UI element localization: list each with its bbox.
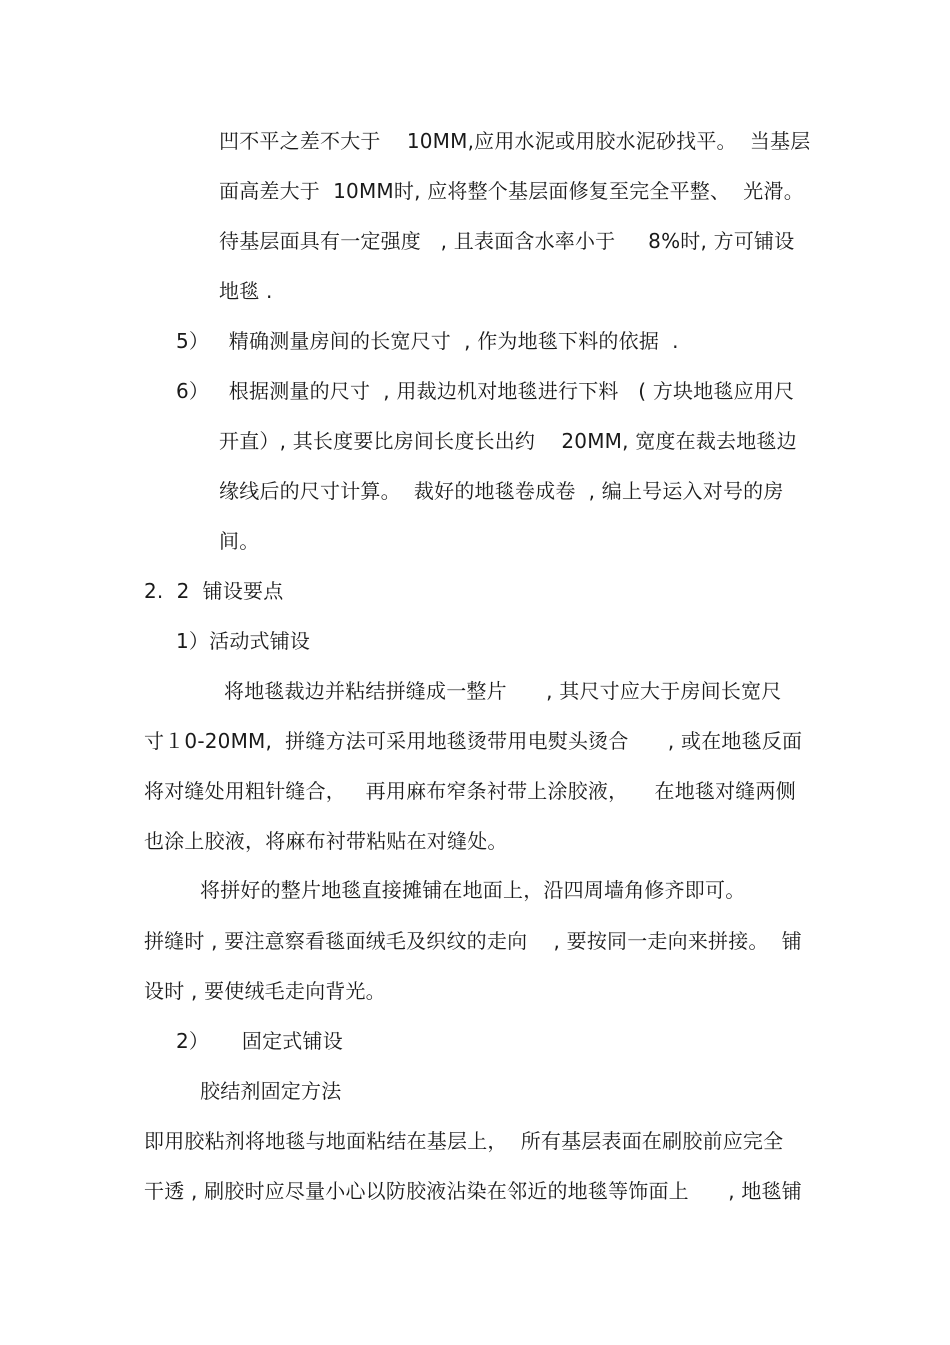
paragraph-line: 将拼好的整片地毯直接摊铺在地面上，沿四周墙角修齐即可。	[200, 878, 746, 902]
list-item-6: 6） 根据测量的尺寸 , 用裁边机对地毯进行下料 ( 方块地毯应用尺	[176, 379, 795, 403]
text-line: 面高差大于 10MM时, 应将整个基层面修复至完全平整、 光滑。	[219, 179, 804, 203]
text-line: 间。	[219, 529, 260, 553]
subsection-heading: 2） 固定式铺设	[176, 1029, 343, 1053]
text-line: 待基层面具有一定强度 , 且表面含水率小于 8%时, 方可铺设	[219, 229, 795, 253]
paragraph-line: 寸１0-20MM, 拼缝方法可采用地毯烫带用电熨头烫合 , 或在地毯反面	[144, 729, 803, 753]
text-line: 开直）, 其长度要比房间长度长出约 20MM, 宽度在裁去地毯边	[219, 429, 797, 453]
list-item-5: 5） 精确测量房间的长宽尺寸 , 作为地毯下料的依据 .	[176, 329, 679, 353]
paragraph-line: 将地毯裁边并粘结拼缝成一整片 , 其尺寸应大于房间长宽尺	[224, 679, 782, 703]
paragraph-line: 将对缝处用粗针缝合， 再用麻布窄条衬带上涂胶液， 在地毯对缝两侧	[144, 779, 796, 803]
text-line: 地毯 .	[219, 279, 273, 303]
method-heading: 胶结剂固定方法	[200, 1079, 342, 1103]
paragraph-line: 拼缝时 , 要注意察看毯面绒毛及织纹的走向 , 要按同一走向来拼接。 铺	[144, 929, 802, 953]
paragraph-line: 即用胶粘剂将地毯与地面粘结在基层上， 所有基层表面在刷胶前应完全	[144, 1129, 784, 1153]
text-line: 缘线后的尺寸计算。 裁好的地毯卷成卷 , 编上号运入对号的房	[219, 479, 784, 503]
text-line: 凹不平之差不大于 10MM,应用水泥或用胶水泥砂找平。 当基层	[219, 129, 811, 153]
paragraph-line: 设时 , 要使绒毛走向背光。	[144, 979, 386, 1003]
subsection-heading: 1）活动式铺设	[176, 629, 311, 653]
paragraph-line: 干透 , 刷胶时应尽量小心以防胶液沾染在邻近的地毯等饰面上 , 地毯铺	[144, 1179, 802, 1203]
paragraph-line: 也涂上胶液，将麻布衬带粘贴在对缝处。	[144, 829, 508, 853]
section-heading: 2. 2 铺设要点	[144, 579, 284, 603]
